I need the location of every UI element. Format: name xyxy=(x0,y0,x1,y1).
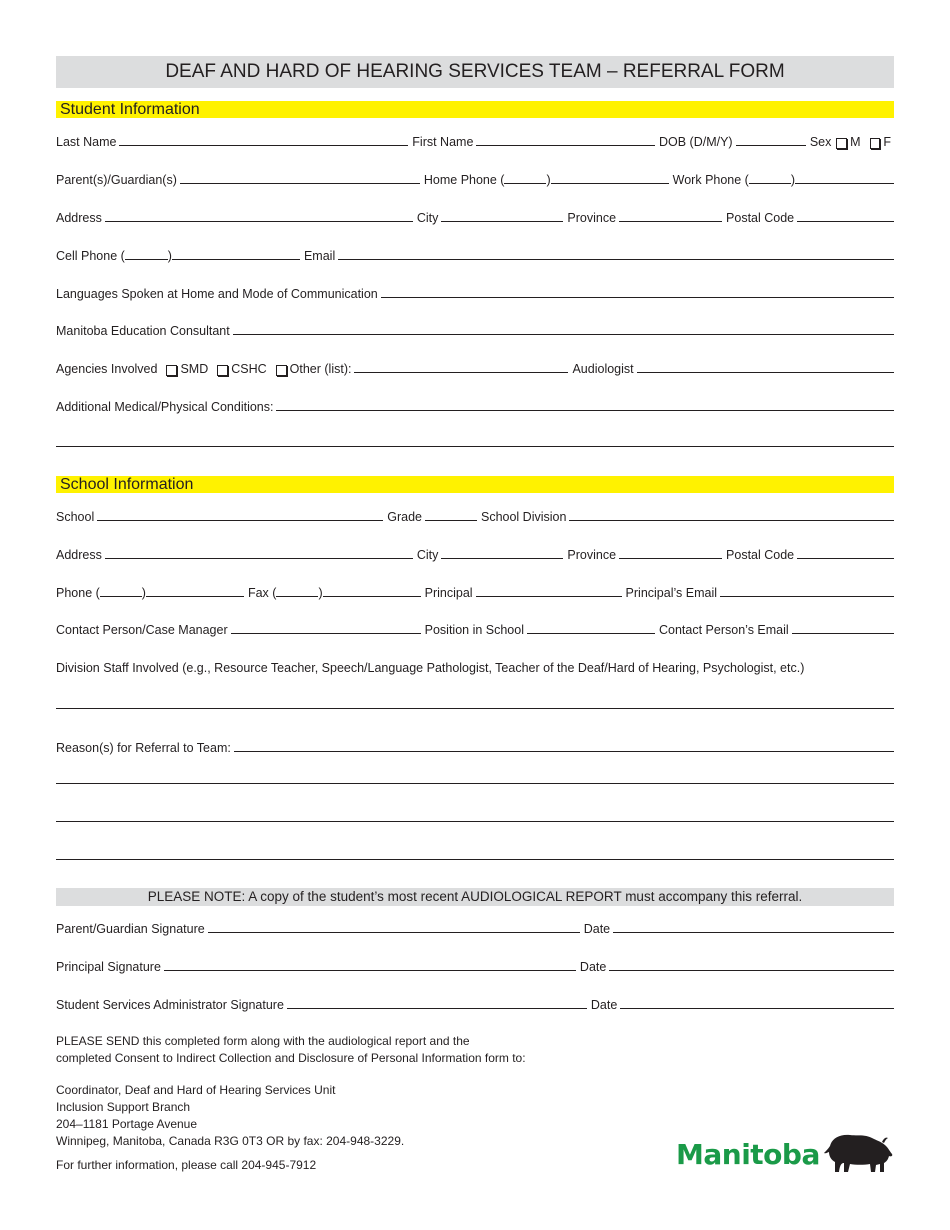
row-division-staff xyxy=(56,657,894,675)
row-student-address xyxy=(56,207,894,225)
first-name-field[interactable] xyxy=(476,145,655,146)
school-province-field[interactable] xyxy=(619,558,722,559)
school-address-field[interactable] xyxy=(105,558,413,559)
principal-date-label: Date xyxy=(579,960,607,974)
division-staff-field[interactable] xyxy=(56,708,894,709)
row-consultant xyxy=(56,320,894,338)
smd-label: SMD xyxy=(180,362,209,376)
cell-phone-close: ) xyxy=(167,249,172,263)
postal-code-label: Postal Code xyxy=(726,211,795,225)
row-school-address xyxy=(56,544,894,562)
row-principal-signature xyxy=(56,956,894,974)
other-field[interactable] xyxy=(354,372,568,373)
principal-field[interactable] xyxy=(476,596,622,597)
admin-signature-label: Student Services Administrator Signature xyxy=(56,998,284,1012)
school-phone-area-field[interactable] xyxy=(100,596,142,597)
parent-date-field[interactable] xyxy=(613,932,894,933)
cell-phone-label: Cell Phone ( xyxy=(56,249,125,263)
mailing-address xyxy=(56,1082,404,1150)
school-address-label: Address xyxy=(56,548,102,562)
address-label: Address xyxy=(56,211,102,225)
contact-label: Contact Person/Case Manager xyxy=(56,623,228,637)
cshc-label: CSHC xyxy=(231,362,267,376)
row-reasons xyxy=(56,737,894,755)
medical-label: Additional Medical/Physical Conditions: xyxy=(56,400,274,414)
postal-code-field[interactable] xyxy=(797,221,894,222)
school-postal-field[interactable] xyxy=(797,558,894,559)
row-guardian xyxy=(56,169,894,187)
row-agencies xyxy=(56,358,894,376)
principal-signature-label: Principal Signature xyxy=(56,960,161,974)
home-phone-close: ) xyxy=(546,173,551,187)
work-phone-area-field[interactable] xyxy=(749,183,791,184)
admin-date-field[interactable] xyxy=(620,1008,894,1009)
guardian-field[interactable] xyxy=(180,183,420,184)
principal-email-label: Principal’s Email xyxy=(625,586,718,600)
sex-f-checkbox[interactable] xyxy=(870,138,881,149)
division-staff-label: Division Staff Involved (e.g., Resource Teacher, Speech/Language Pathologist, Teacher of the Deaf/Hard of Hearing, Psychologist, etc.) xyxy=(56,661,805,675)
smd-checkbox[interactable] xyxy=(166,365,177,376)
cshc-checkbox[interactable] xyxy=(217,365,228,376)
principal-label: Principal xyxy=(424,586,473,600)
row-cell-email xyxy=(56,245,894,263)
audiological-note: PLEASE NOTE: A copy of the student’s most recent AUDIOLOGICAL REPORT must accompany this referral. xyxy=(56,888,894,906)
last-name-label: Last Name xyxy=(56,135,117,149)
division-label: School Division xyxy=(480,510,567,524)
parent-signature-field[interactable] xyxy=(208,932,580,933)
agencies-label: Agencies Involved xyxy=(56,362,158,376)
send-instructions xyxy=(56,1033,526,1067)
city-field[interactable] xyxy=(441,221,563,222)
email-field[interactable] xyxy=(338,259,894,260)
school-label: School xyxy=(56,510,95,524)
medical-field-extra[interactable] xyxy=(56,446,894,447)
grade-field[interactable] xyxy=(425,520,477,521)
row-languages xyxy=(56,283,894,301)
grade-label: Grade xyxy=(387,510,422,524)
work-phone-close: ) xyxy=(790,173,796,187)
province-label: Province xyxy=(567,211,617,225)
admin-signature-field[interactable] xyxy=(287,1008,587,1009)
consultant-field[interactable] xyxy=(233,334,894,335)
contact-field[interactable] xyxy=(231,633,421,634)
school-phone-label: Phone ( xyxy=(56,586,100,600)
home-phone-area-field[interactable] xyxy=(504,183,546,184)
bison-icon xyxy=(822,1130,894,1176)
row-school xyxy=(56,506,894,524)
home-phone-field[interactable] xyxy=(551,183,669,184)
first-name-label: First Name xyxy=(412,135,474,149)
parent-date-label: Date xyxy=(583,922,611,936)
other-label: Other (list): xyxy=(289,362,352,376)
dob-label: DOB (D/M/Y) xyxy=(658,135,733,149)
guardian-label: Parent(s)/Guardian(s) xyxy=(56,173,177,187)
row-medical xyxy=(56,396,894,414)
address-line-3: 204–1181 Portage Avenue xyxy=(56,1117,198,1131)
form-title: DEAF AND HARD OF HEARING SERVICES TEAM – REFERRAL FORM xyxy=(56,56,894,88)
reasons-field-line-4[interactable] xyxy=(56,859,894,860)
reasons-field-line-2[interactable] xyxy=(56,783,894,784)
address-line-1: Coordinator, Deaf and Hard of Hearing Services Unit xyxy=(56,1083,336,1097)
position-field[interactable] xyxy=(527,633,655,634)
row-contact xyxy=(56,619,894,637)
principal-signature-field[interactable] xyxy=(164,970,576,971)
work-phone-label: Work Phone ( xyxy=(672,173,749,187)
school-section-heading: School Information xyxy=(56,476,894,493)
fax-area-field[interactable] xyxy=(276,596,318,597)
reasons-field-line-3[interactable] xyxy=(56,821,894,822)
audiologist-label: Audiologist xyxy=(572,362,634,376)
reasons-field[interactable] xyxy=(234,751,894,752)
contact-email-field[interactable] xyxy=(792,633,894,634)
send-line-1: PLEASE SEND this completed form along with the audiological report and the xyxy=(56,1034,470,1048)
reasons-label: Reason(s) for Referral to Team: xyxy=(56,741,231,755)
sex-label: Sex xyxy=(809,135,832,149)
send-line-2: completed Consent to Indirect Collection and Disclosure of Personal Information form to: xyxy=(56,1051,526,1065)
languages-field[interactable] xyxy=(381,297,894,298)
sex-m-label: M xyxy=(850,135,861,149)
medical-field[interactable] xyxy=(276,410,894,411)
school-city-label: City xyxy=(416,548,439,562)
dob-field[interactable] xyxy=(736,145,806,146)
address-field[interactable] xyxy=(105,221,413,222)
fax-close: ) xyxy=(318,586,323,600)
school-phone-field[interactable] xyxy=(146,596,244,597)
school-field[interactable] xyxy=(97,520,383,521)
sex-f-label: F xyxy=(883,135,891,149)
city-label: City xyxy=(416,211,439,225)
other-checkbox[interactable] xyxy=(276,365,287,376)
row-parent-signature xyxy=(56,918,894,936)
contact-email-label: Contact Person’s Email xyxy=(659,623,789,637)
admin-date-label: Date xyxy=(590,998,618,1012)
last-name-field[interactable] xyxy=(119,145,408,146)
logo-text: Manitoba xyxy=(676,1138,820,1171)
school-city-field[interactable] xyxy=(441,558,563,559)
home-phone-label: Home Phone ( xyxy=(423,173,505,187)
fax-label: Fax ( xyxy=(247,586,277,600)
cell-phone-field[interactable] xyxy=(172,259,300,260)
school-province-label: Province xyxy=(567,548,617,562)
sex-m-checkbox[interactable] xyxy=(836,138,847,149)
row-admin-signature xyxy=(56,994,894,1012)
address-line-2: Inclusion Support Branch xyxy=(56,1100,191,1114)
parent-signature-label: Parent/Guardian Signature xyxy=(56,922,205,936)
row-student-name xyxy=(56,131,894,149)
row-school-phone xyxy=(56,582,894,600)
student-section-heading: Student Information xyxy=(56,101,894,118)
principal-email-field[interactable] xyxy=(720,596,894,597)
province-field[interactable] xyxy=(619,221,722,222)
languages-label: Languages Spoken at Home and Mode of Communication xyxy=(56,287,378,301)
work-phone-field[interactable] xyxy=(795,183,894,184)
position-label: Position in School xyxy=(424,623,524,637)
address-line-4: Winnipeg, Manitoba, Canada R3G 0T3 OR by fax: 204-948-3229. xyxy=(56,1134,405,1148)
cell-phone-area-field[interactable] xyxy=(125,259,168,260)
email-label: Email xyxy=(303,249,336,263)
fax-field[interactable] xyxy=(323,596,421,597)
audiologist-field[interactable] xyxy=(637,372,894,373)
division-field[interactable] xyxy=(569,520,894,521)
consultant-label: Manitoba Education Consultant xyxy=(56,324,230,338)
manitoba-logo xyxy=(676,1128,894,1178)
school-phone-close: ) xyxy=(141,586,146,600)
school-postal-label: Postal Code xyxy=(726,548,795,562)
further-info: For further information, please call 204-945-7912 xyxy=(56,1158,317,1172)
principal-date-field[interactable] xyxy=(609,970,894,971)
